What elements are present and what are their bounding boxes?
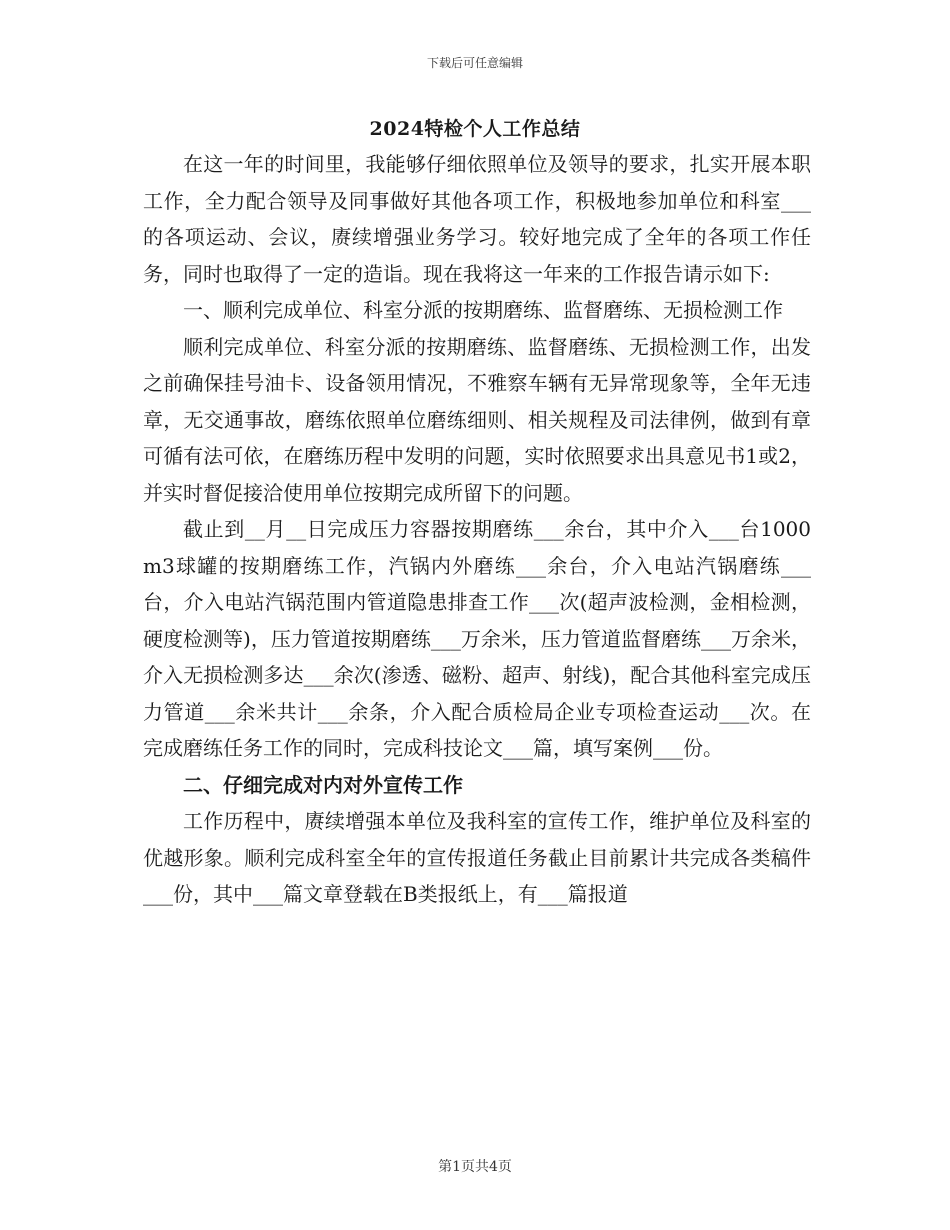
paragraph-inspection-work: 顺利完成单位、科室分派的按期磨练、监督磨练、无损检测工作，出发之前确保挂号油卡、设备领用情况，不雅察车辆有无异常现象等，全年无违章，无交通事故，磨练依照单位磨练细则、相关规程及司法律例，做到有章可循有法可依，在磨练历程中发明的问题，实时依照要求出具意见书1或2，并实时督促接洽使用单位按期完成所留下的问题。 (143, 334, 811, 505)
paragraph-statistics: 截止到__月__日完成压力容器按期磨练___余台，其中介入___台1000m3球罐的按期磨练工作，汽锅内外磨练___余台，介入电站汽锅磨练___台，介入电站汽锅范围内管道隐患排查工作___次(超声波检测，金相检测，硬度检测等)，压力管道按期磨练___万余米，压力管道监督磨练___万余米，介入无损检测多达___余次(渗透、磁粉、超声、射线)，配合其他科室完成压力管道___余米共计___余条，介入配合质检局企业专项检查运动___次。在完成磨练任务工作的同时，完成科技论文___篇，填写案例___份。 (143, 517, 811, 760)
document-body (143, 146, 811, 913)
paragraph-publicity: 工作历程中，赓续增强本单位及我科室的宣传工作，维护单位及科室的优越形象。顺利完成科室全年的宣传报道任务截止目前累计共完成各类稿件___份，其中___篇文章登载在B类报纸上，有___篇报道 (143, 809, 811, 906)
paragraph-intro: 在这一年的时间里，我能够仔细依照单位及领导的要求，扎实开展本职工作，全力配合领导及同事做好其他各项工作，积极地参加单位和科室___的各项运动、会议，赓续增强业务学习。较好地完成了全年的各项工作任务，同时也取得了一定的造诣。现在我将这一年来的工作报告请示如下: (143, 152, 811, 286)
document-title: 2024特检个人工作总结 (369, 118, 581, 140)
section-heading-1: 一、顺利完成单位、科室分派的按期磨练、监督磨练、无损检测工作 (183, 298, 783, 322)
page-header-note: 下载后可任意编辑 (426, 56, 523, 70)
page-number-footer: 第1页共4页 (438, 1159, 512, 1175)
section-heading-2: 二、仔细完成对内对外宣传工作 (183, 772, 463, 797)
